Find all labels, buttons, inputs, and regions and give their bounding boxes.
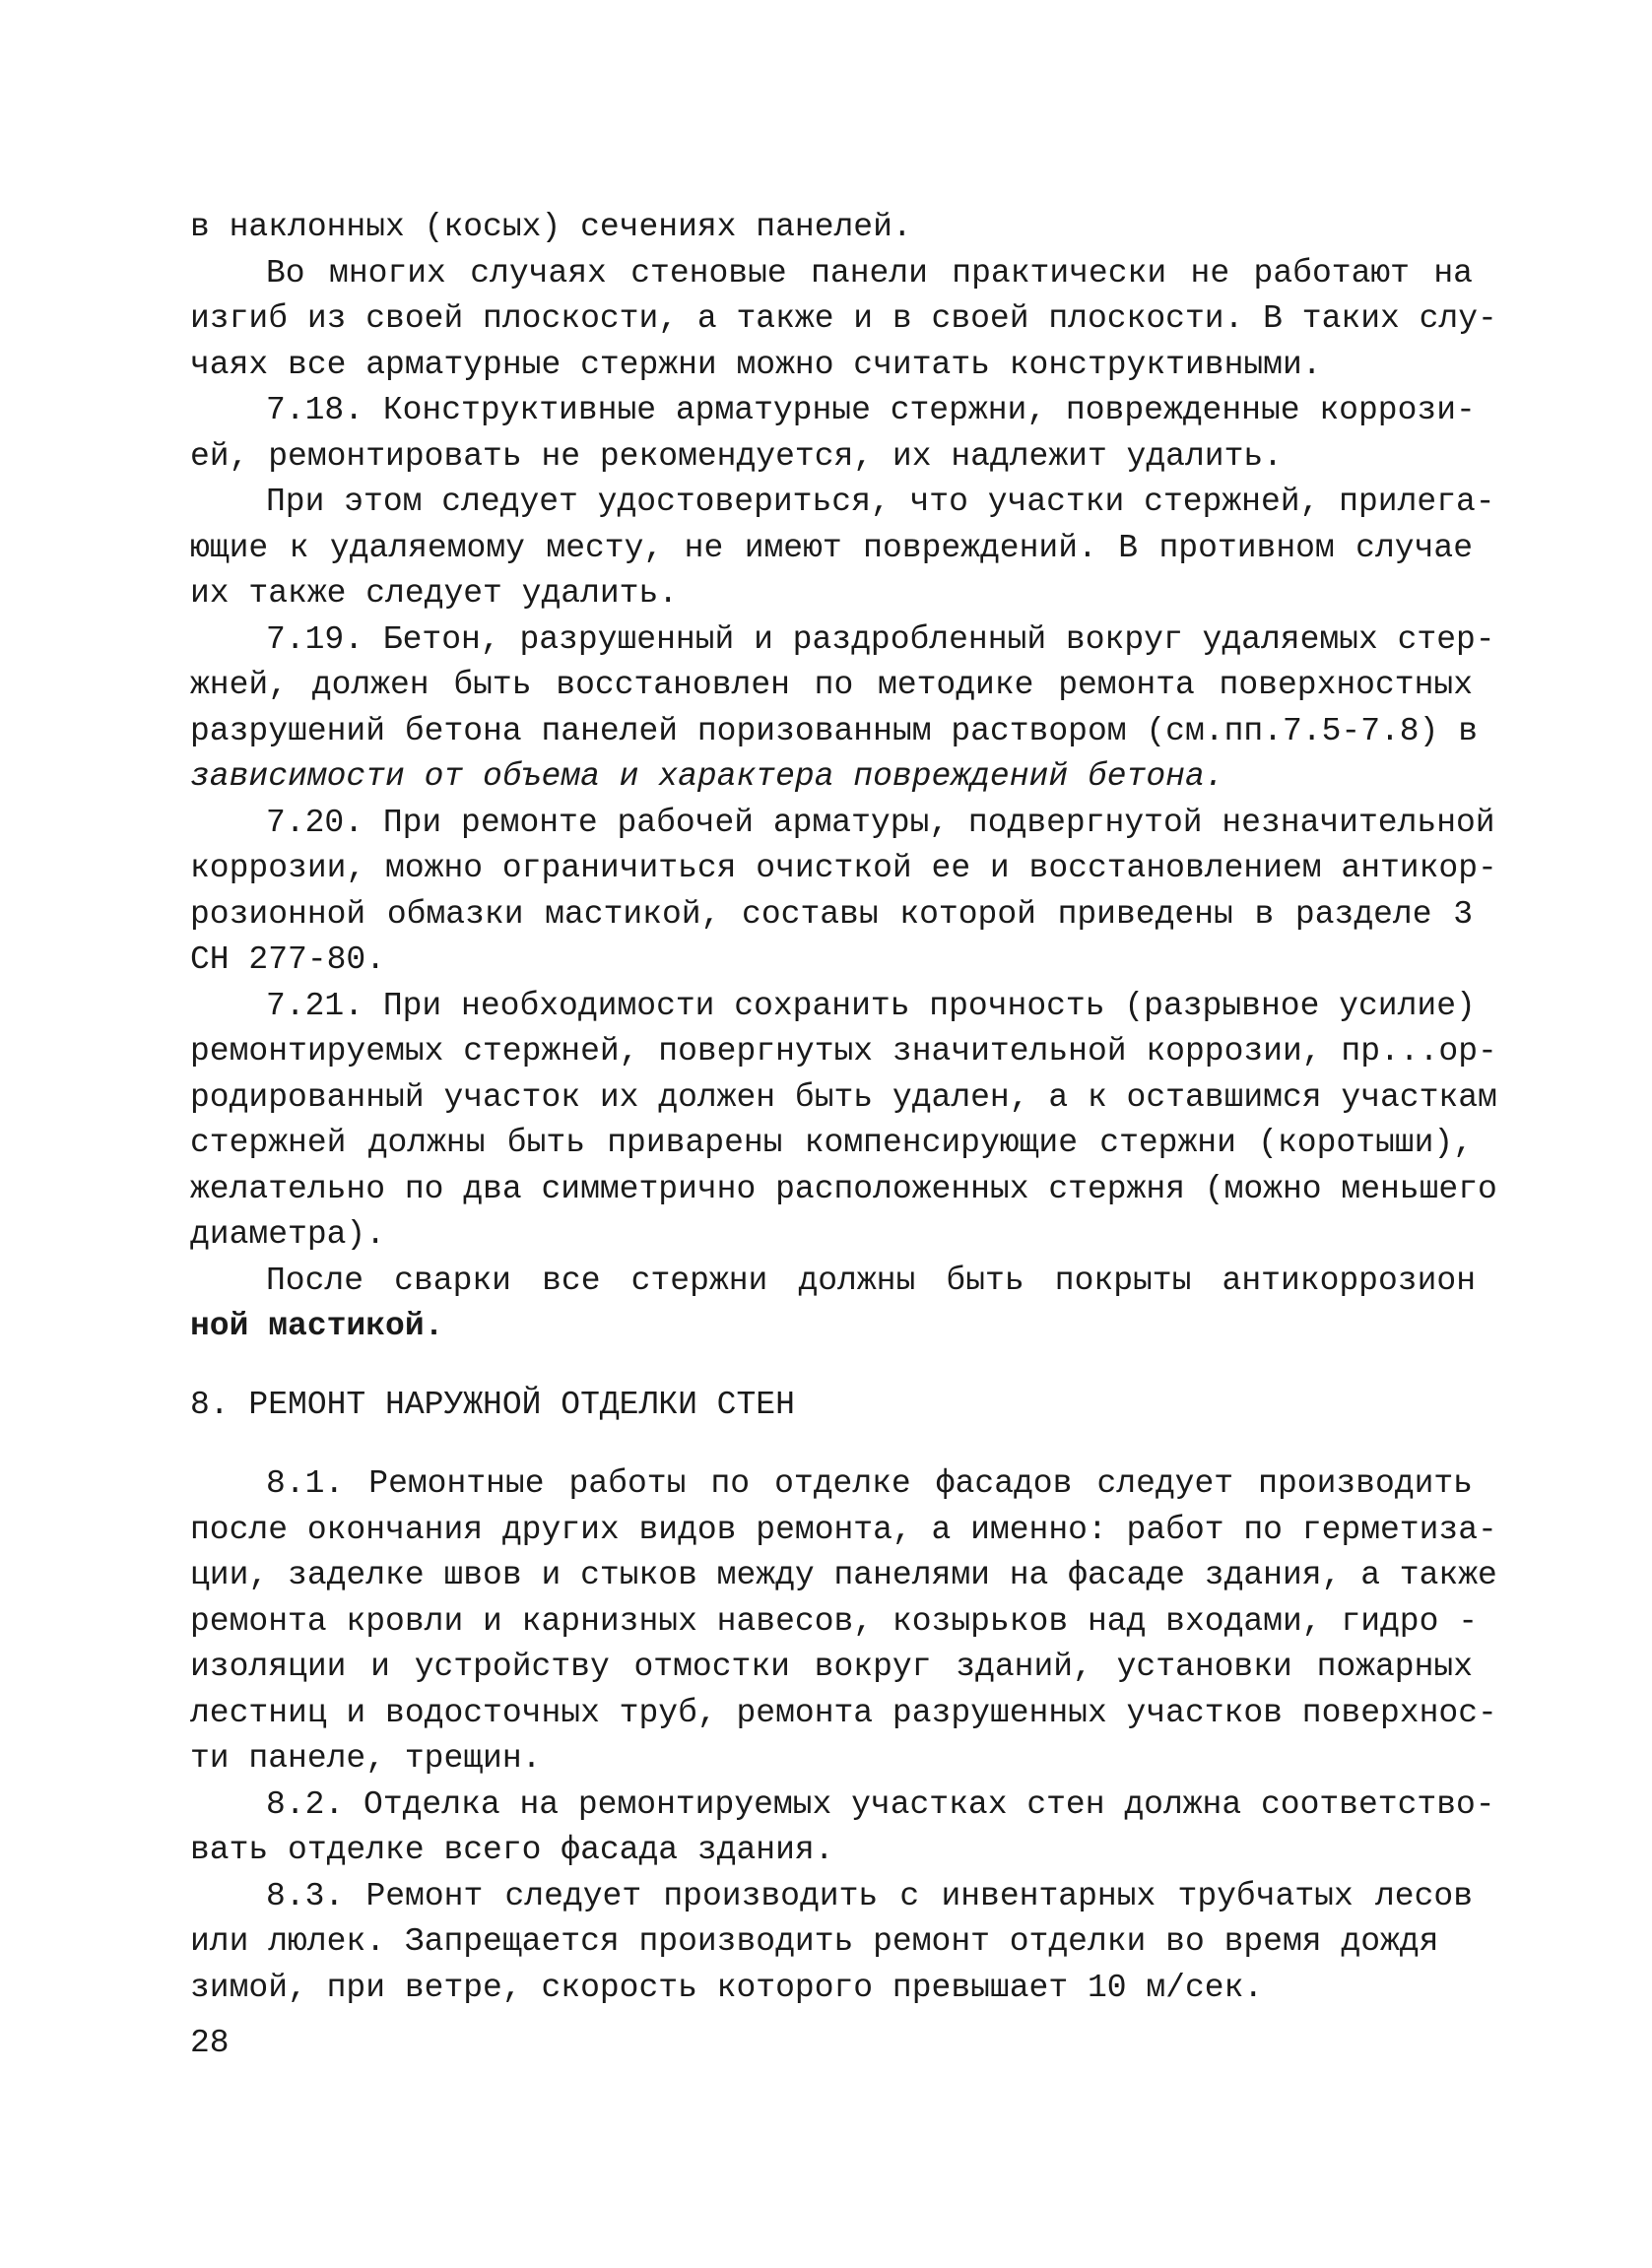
text-block-section-8 bbox=[190, 1461, 1497, 2011]
text-line: зависимости от объема и характера повреждений бетона. bbox=[190, 758, 1224, 795]
text-block-section-7 bbox=[190, 205, 1497, 1350]
paragraph-7-21-line: 7.21. При необходимости сохранить прочность (разрывное усилие) bbox=[266, 987, 1476, 1024]
text-line: родированный участок их должен быть удален, а к оставшимся участкам bbox=[190, 1078, 1497, 1116]
text-line: стержней должны быть приварены компенсирующие стержни (коротыши), bbox=[190, 1125, 1473, 1161]
paragraph-8-2-line: 8.2. Отделка на ремонтируемых участках стен должна соответство- bbox=[266, 1785, 1495, 1823]
text-line: СН 277-80. bbox=[190, 941, 386, 978]
text-line: коррозии, можно ограничиться очисткой ее и восстановлением антикор- bbox=[190, 850, 1497, 886]
text-line: жней, должен быть восстановлен по методике ремонта поверхностных bbox=[190, 667, 1473, 703]
text-line: ей, ремонтировать не рекомендуется, их надлежит удалить. bbox=[190, 437, 1283, 475]
text-line: ющие к удаляемому месту, не имеют повреждений. В противном случае bbox=[190, 529, 1473, 566]
paragraph-8-1-line: 8.1. Ремонтные работы по отделке фасадов следует производить bbox=[266, 1465, 1473, 1502]
text-line: диаметра). bbox=[190, 1216, 386, 1253]
text-line: ции, заделке швов и стыков между панелями на фасаде здания, а также bbox=[190, 1557, 1497, 1593]
text-line: ремонта кровли и карнизных навесов, козырьков над входами, гидро - bbox=[190, 1602, 1479, 1640]
text-line: розионной обмазки мастикой, составы которой приведены в разделе 3 bbox=[190, 895, 1473, 933]
text-line: желательно по два симметрично расположенных стержня (можно меньшего bbox=[190, 1170, 1497, 1207]
text-line: лестниц и водосточных труб, ремонта разрушенных участков поверхнос- bbox=[190, 1694, 1497, 1731]
text-line: или люлек. Запрещается производить ремонт отделки во время дождя bbox=[190, 1923, 1439, 1960]
text-line: ремонтируемых стержней, повергнутых значительной коррозии, пр...ор- bbox=[190, 1033, 1497, 1069]
paragraph-7-20-line: 7.20. При ремонте рабочей арматуры, подвергнутой незначительной bbox=[266, 804, 1495, 841]
text-line: изгиб из своей плоскости, а также и в своей плоскости. В таких слу- bbox=[190, 300, 1497, 337]
text-line: При этом следует удостовериться, что участки стержней, прилега- bbox=[266, 484, 1495, 520]
text-line: ти панеле, трещин. bbox=[190, 1740, 542, 1777]
text-line: в наклонных (косых) сечениях панелей. bbox=[190, 209, 912, 245]
text-line: Во многих случаях стеновые панели практически не работают на bbox=[266, 254, 1473, 292]
text-line: изоляции и устройству отмостки вокруг зданий, установки пожарных bbox=[190, 1649, 1473, 1685]
text-line: чаях все арматурные стержни можно считать конструктивными. bbox=[190, 346, 1322, 383]
page-number: 28 bbox=[190, 2025, 230, 2061]
text-line: разрушений бетона панелей поризованным раствором (см.пп.7.5-7.8) в bbox=[190, 712, 1479, 749]
text-line: после окончания других видов ремонта, а именно: работ по герметиза- bbox=[190, 1511, 1497, 1548]
text-line: ной мастикой. bbox=[190, 1308, 444, 1344]
text-line: После сварки все стержни должны быть покрыты антикоррозион bbox=[266, 1262, 1476, 1299]
paragraph-7-18-line: 7.18. Конструктивные арматурные стержни, поврежденные коррози- bbox=[266, 392, 1476, 428]
text-line: зимой, при ветре, скорость которого превышает 10 м/сек. bbox=[190, 1969, 1264, 2006]
section-heading: 8. РЕМОНТ НАРУЖНОЙ ОТДЕЛКИ СТЕН bbox=[190, 1387, 795, 1423]
text-line: их также следует удалить. bbox=[190, 575, 679, 612]
paragraph-7-19-line: 7.19. Бетон, разрушенный и раздробленный вокруг удаляемых стер- bbox=[266, 620, 1495, 658]
text-line: вать отделке всего фасада здания. bbox=[190, 1832, 834, 1868]
paragraph-8-3-line: 8.3. Ремонт следует производить с инвентарных трубчатых лесов bbox=[266, 1877, 1473, 1914]
